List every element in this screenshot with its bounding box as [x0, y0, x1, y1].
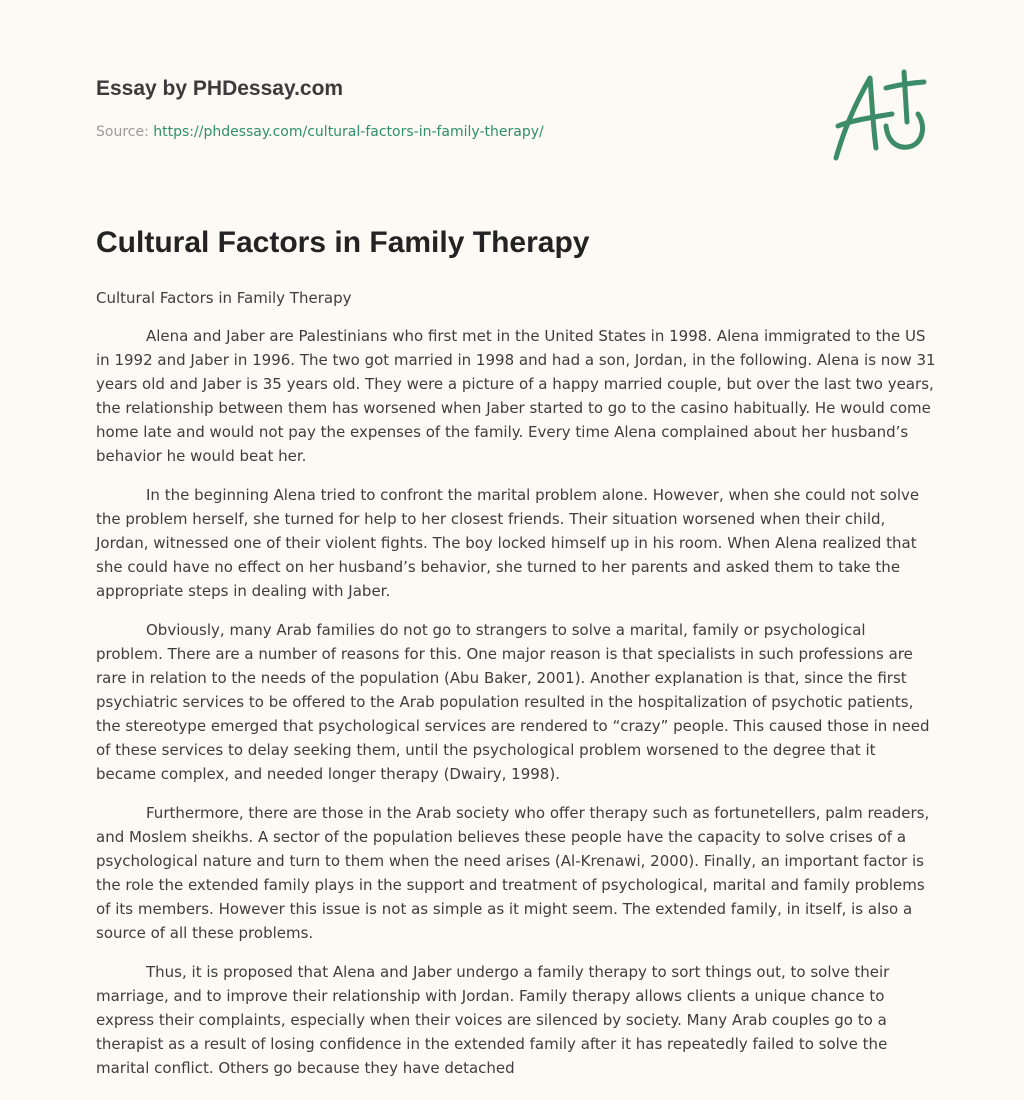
source-line: [96, 124, 544, 140]
a-plus-icon: [828, 68, 928, 164]
essay-paragraph: Thus, it is proposed that Alena and Jaber undergo a family therapy to sort things out, to solve their marriage, and to improve their relationship with Jordan. Family therapy allows clients a unique chance to express their complaints, especially when their voices are silenced by society. Many Arab couples go to a therapist as a result of losing confidence in the extended family after it has repeatedly failed to solve the marital conflict. Others go because they have detached: [96, 963, 890, 1077]
essay-body: [96, 286, 936, 1095]
essay-paragraph: Alena and Jaber are Palestinians who first met in the United States in 1998. Alena immigrated to the US in 1992 and Jaber in 1996. The two got married in 1998 and had a son, Jordan, in the following. Alena is now 31 years old and Jaber is 35 years old. They were a picture of a happy married couple, but over the last two years, the relationship between them has worsened when Jaber started to go to the casino habitually. He would come home late and would not pay the expenses of the family. Every time Alena complained about her husband’s behavior he would beat her.: [96, 327, 936, 465]
source-link[interactable]: https://phdessay.com/cultural-factors-in-family-therapy/: [153, 124, 544, 140]
essay-paragraph: Obviously, many Arab families do not go to strangers to solve a marital, family or psychological problem. There are a number of reasons for this. One major reason is that specialists in such professions are rare in relation to the needs of the population (Abu Baker, 2001). Another explanation is that, since the first psychiatric services to be offered to the Arab population resulted in the hospitalization of psychotic patients, the stereotype emerged that psychological services are rendered to “crazy” people. This caused those in need of these services to delay seeking them, until the psychological problem worsened to the degree that it became complex, and needed longer therapy (Dwairy, 1998).: [96, 621, 930, 783]
essay-paragraph: In the beginning Alena tried to confront the marital problem alone. However, when she could not solve the problem herself, she turned for help to her closest friends. Their situation worsened when their child, Jordan, witnessed one of their violent fights. The boy locked himself up in his room. When Alena realized that she could have no effect on her husband’s behavior, she turned to her parents and asked them to take the appropriate steps in dealing with Jaber.: [96, 486, 920, 600]
source-label: Source:: [96, 124, 154, 140]
site-header: [96, 76, 928, 186]
essay-paragraph: Furthermore, there are those in the Arab society who offer therapy such as fortunetellers, palm readers, and Moslem sheikhs. A sector of the population believes these people have the capacity to solve crises of a psychological nature and turn to them when the need arises (Al-Krenawi, 2000). Finally, an important factor is the role the extended family plays in the support and treatment of psychological, marital and family problems of its members. However this issue is not as simple as it might seem. The extended family, in itself, is also a source of all these problems.: [96, 804, 930, 942]
brand-title: Essay by PHDessay.com: [96, 77, 344, 100]
essay-title: Cultural Factors in Family Therapy: [96, 226, 590, 259]
essay-subtitle: Cultural Factors in Family Therapy: [96, 289, 352, 307]
